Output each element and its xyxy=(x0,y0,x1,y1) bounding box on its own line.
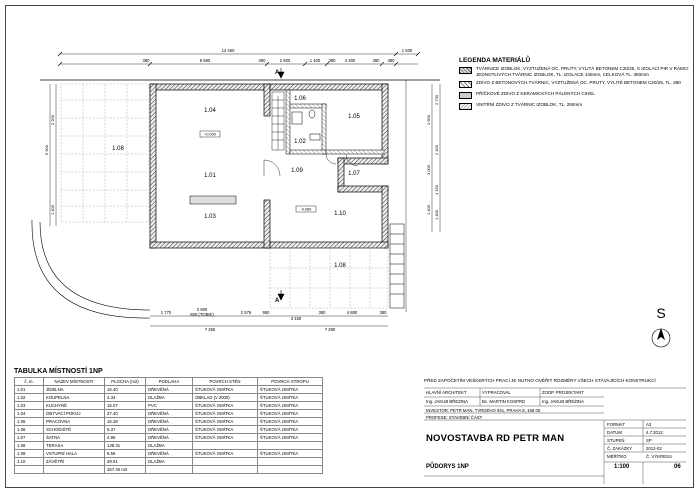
architect-name: Ing. JAKUB BŘEZINA xyxy=(426,399,469,404)
left-dimension-lines xyxy=(50,84,56,226)
legend-text: PŘÍČKOVÉ ZDIVO Z KERAMICKÝCH PÁLENÝCH CIHEL xyxy=(476,91,595,97)
room-table-cell: ŠTUKOVÁ OMÍTKA xyxy=(193,434,258,442)
left-dimension-labels xyxy=(44,114,55,215)
sheet-label: Č. VÝKRESU xyxy=(646,454,673,459)
room-table-cell xyxy=(258,466,323,474)
room-label-1.09: 1.09 xyxy=(291,168,303,174)
room-table-cell: PVC xyxy=(146,402,193,410)
room-table-cell: ŠTUKOVÁ OMÍTKA xyxy=(193,450,258,458)
col-header: PLOCHA (m2) xyxy=(105,378,146,386)
room-table-cell: ŠTUKOVÁ OMÍTKA xyxy=(258,410,323,418)
drew-name: Bc. MARTIN KOSPRD xyxy=(482,399,526,404)
room-table-cell: KOUPELNA xyxy=(44,394,105,402)
title-block-note: PŘED ZAPOČETÍM VEŠKERÝCH PRACÍ JE NUTNO OVĚŘIT ROZMĚRY VŠECH STÁVAJÍCÍCH KONSTRUKCÍ xyxy=(424,378,656,383)
room-label-1.10: 1.10 xyxy=(334,211,346,217)
dim-right-1: 1 600 xyxy=(426,114,431,126)
legend-text: TVÁRNICE IZOBLOK, VYZTUŽENÁ OC. PRUTY, VYLITÁ BETONEM C20/25, S IZOLACÍ PIR V RÁMCI JEDNOTLIVÝCH TVÁRNIC IZOBLOK, TL. IZOLACE 140mm, CELKOVÁ TL. 380mm xyxy=(476,66,689,77)
room-table-cell: DŘEVĚNÁ xyxy=(146,450,193,458)
dim-top-5: 380 xyxy=(328,58,336,63)
room-table-cell: 138.31 xyxy=(105,442,146,450)
scale-value: 1:100 xyxy=(614,464,630,470)
room-table-header-row xyxy=(15,378,323,386)
room-label-1.08-left: 1.08 xyxy=(112,146,124,152)
dim-bottom-4: 950 xyxy=(262,310,270,315)
kitchen-counter xyxy=(190,196,236,204)
dim-right-3: 1 400 xyxy=(426,204,431,216)
room-table-cell: 1.10 xyxy=(15,458,44,466)
room-table-cell: 27.40 xyxy=(105,410,146,418)
dim-left-2: 6 900 xyxy=(44,144,49,156)
room-table-cell: 8.56 xyxy=(105,450,146,458)
room-table-cell: ŠTUKOVÁ OMÍTKA xyxy=(258,434,323,442)
legend-title: LEGENDA MATERIÁLŮ xyxy=(459,57,531,64)
dim-bottom-mid-1: 7 290 xyxy=(324,327,336,332)
dim-top-8: 380 xyxy=(387,58,395,63)
room-table-cell: 1.08 xyxy=(15,442,44,450)
field-label-stage: STUPEŇ xyxy=(607,438,625,443)
room-table-row xyxy=(15,410,323,418)
room-table-cell: KUCHYNĚ xyxy=(44,402,105,410)
room-table-cell: ŠATNA xyxy=(44,434,105,442)
legend-text: VNITŘNÍ ZDIVO Z TVÁRNIC IZOBLOK, TL. 250mm xyxy=(476,102,583,108)
room-table-cell: 1.04 xyxy=(15,410,44,418)
room-label-1.06: 1.06 xyxy=(294,96,306,102)
room-table-row xyxy=(15,450,323,458)
garden-path-curve-inner xyxy=(40,222,150,310)
room-table-body xyxy=(15,386,323,474)
room-table-cell: 1.09 xyxy=(15,450,44,458)
dim-bottom-6: 380 xyxy=(318,310,326,315)
dim-top-1: 6 580 xyxy=(199,58,211,63)
room-table-row xyxy=(15,426,323,434)
project-title: NOVOSTAVBA RD PETR MAN xyxy=(426,433,565,444)
field-label-order: Č. ZAKÁZKY xyxy=(607,446,633,451)
dim-bottom-5: 3 460 xyxy=(290,316,302,321)
room-table-cell: 1.02 xyxy=(15,394,44,402)
dim-top-6: 4 300 xyxy=(344,58,356,63)
dim-right-2: 3 000 xyxy=(426,164,431,176)
room-table-cell: 267.40 m2 xyxy=(105,466,146,474)
room-table-cell xyxy=(258,458,323,466)
top-dimension-lines xyxy=(58,52,420,66)
dim-right-6: 2 400 xyxy=(434,144,439,156)
room-table-cell: 4.34 xyxy=(105,394,146,402)
field-value-order: 2012-02 xyxy=(646,446,662,451)
room-table-cell: 15.07 xyxy=(105,402,146,410)
room-label-1.01: 1.01 xyxy=(204,173,216,179)
staircase xyxy=(272,92,284,150)
dim-top-2: 380 xyxy=(258,58,266,63)
legend-item xyxy=(459,80,691,88)
col-header: POVRCH STROPU xyxy=(258,378,323,386)
dim-bottom-mid-0: 7 250 xyxy=(204,327,216,332)
room-table-cell: 4.95 xyxy=(105,434,146,442)
room-label-1.07: 1.07 xyxy=(348,171,360,177)
room-table-cell xyxy=(193,458,258,466)
field-value-date: 4.7.2012 xyxy=(646,430,663,435)
investor: INVESTOR: PETR MAN, TVRDÉHO 941, PRAHA 8, 158 00 xyxy=(426,408,541,413)
bottom-dimension-labels xyxy=(161,307,387,332)
section-mark-bottom: A xyxy=(275,298,280,304)
legend-text: ZDIVO Z BETONOVÝCH TVÁRNIC, VYZTUŽENÁ OC. PRUTY, VYLITÉ BETONEM C20/25, TL. 380 xyxy=(476,80,681,86)
room-table-cell: 1.05 xyxy=(15,418,44,426)
bottom-dimension-lines xyxy=(150,316,388,326)
room-table-cell: TERASA xyxy=(44,442,105,450)
drawing-name: PŮDORYS 1NP xyxy=(426,464,469,470)
room-table-cell: VSTUPNÍ HALA xyxy=(44,450,105,458)
room-table-cell: DŘEVĚNÁ xyxy=(146,386,193,394)
room-table-cell: ŠTUKOVÁ OMÍTKA xyxy=(258,418,323,426)
legend-item xyxy=(459,91,691,99)
room-table-cell: PRACOVNA xyxy=(44,418,105,426)
room-table-row xyxy=(15,466,323,474)
terrace-left-grid xyxy=(61,84,149,222)
room-table-cell xyxy=(44,466,105,474)
room-table-cell: 1.03 xyxy=(15,402,44,410)
room-table-cell: DŘEVĚNÁ xyxy=(146,410,193,418)
field-value-stage: SP xyxy=(646,438,652,443)
legend-swatch-interior-izoblok xyxy=(459,103,472,110)
room-table-cell: ŠTUKOVÁ OMÍTKA xyxy=(258,394,323,402)
dim-bottom-8: 380 xyxy=(379,310,387,315)
room-label-1.03: 1.03 xyxy=(204,214,216,220)
room-table-cell: 6.37 xyxy=(105,426,146,434)
door-swings xyxy=(152,120,358,176)
room-table-cell: ŠTUKOVÁ OMÍTKA xyxy=(193,426,258,434)
room-table-row xyxy=(15,386,323,394)
field-label-format: FORMÁT xyxy=(607,422,626,427)
room-table-cell: 1.06 xyxy=(15,426,44,434)
elevation-2: -0.080 xyxy=(300,207,312,212)
dim-bottom-7: 4 880 xyxy=(346,310,358,315)
room-table-cell: OBKLAD (V.2000) xyxy=(193,394,258,402)
field-label-date: DATUM xyxy=(607,430,622,435)
terrace-bottom-grid xyxy=(270,248,388,308)
dim-bottom-1: 2 900 xyxy=(196,307,208,312)
dim-top-0: 380 xyxy=(142,58,150,63)
room-table-cell: DŘEVĚNÁ xyxy=(146,418,193,426)
room-table-cell: DLAŽBA xyxy=(146,394,193,402)
label-drew: VYPRACOVAL xyxy=(482,390,511,395)
room-table-cell: ŠTUKOVÁ OMÍTKA xyxy=(258,402,323,410)
dim-top-7: 380 xyxy=(372,58,380,63)
north-arrow xyxy=(652,328,670,347)
room-table-cell: SCHODIŠTĚ xyxy=(44,426,105,434)
legend-swatch-concrete-block xyxy=(459,81,472,88)
room-table-cell: DŘEVĚNÁ xyxy=(146,434,193,442)
room-table-cell: 1.01 xyxy=(15,386,44,394)
bathroom-fixtures xyxy=(292,110,320,140)
room-table-cell: DŘEVĚNÁ xyxy=(146,426,193,434)
right-dimension-labels xyxy=(426,94,439,220)
garden-path-curve xyxy=(32,220,150,318)
legend-swatch-ceramic-brick xyxy=(459,92,472,99)
section-mark-top: A xyxy=(275,70,280,76)
room-table-cell: 16.40 xyxy=(105,386,146,394)
label-responsible: ZODP. PROJEKTANT xyxy=(542,390,584,395)
right-dimension-lines xyxy=(432,84,440,232)
legend-swatch-izoblok xyxy=(459,67,472,74)
col-header: POVRCH STĚN xyxy=(193,378,258,386)
exterior-stairs xyxy=(390,224,404,308)
room-table-cell: 1.07 xyxy=(15,434,44,442)
col-header: č. m. xyxy=(15,378,44,386)
responsible-name: Ing. JAKUB BŘEZINA xyxy=(542,399,585,404)
dim-top-3: 2 600 xyxy=(279,58,291,63)
room-table-cell: JÍDELNA xyxy=(44,386,105,394)
dim-bottom-0: 1 770 xyxy=(160,310,172,315)
room-label-1.02: 1.02 xyxy=(294,139,306,145)
room-table-row xyxy=(15,418,323,426)
room-table-row xyxy=(15,442,323,450)
dim-bottom-3: 2 576 xyxy=(240,310,252,315)
room-table xyxy=(14,377,323,474)
legend-item xyxy=(459,66,691,77)
room-table-cell xyxy=(15,466,44,474)
sheet-number: 06 xyxy=(674,464,681,470)
col-header: NÁZEV MÍSTNOSTI xyxy=(44,378,105,386)
room-table-cell: ŠTUKOVÁ OMÍTKA xyxy=(258,386,323,394)
profession: PROFESE: STAVEBNÍ ČÁST xyxy=(426,415,483,420)
room-table-cell xyxy=(258,442,323,450)
room-table-cell: 29.61 xyxy=(105,458,146,466)
label-architect: HLAVNÍ ARCHITEKT xyxy=(426,390,467,395)
dim-top-right: 1 500 xyxy=(401,48,413,53)
scale-label: MĚŘÍTKO xyxy=(607,454,627,459)
room-table-cell: ŠTUKOVÁ OMÍTKA xyxy=(193,386,258,394)
room-table-cell: ZÁVĚTŘÍ xyxy=(44,458,105,466)
room-label-1.04: 1.04 xyxy=(204,108,216,114)
room-table-row xyxy=(15,434,323,442)
room-table-cell: ŠTUKOVÁ OMÍTKA xyxy=(258,426,323,434)
col-header: PODLAHA xyxy=(146,378,193,386)
room-table-title: TABULKA MÍSTNOSTÍ 1NP xyxy=(14,368,103,375)
elevation-0: +0.000 xyxy=(204,132,216,137)
dim-top-total: 14 450 xyxy=(221,48,235,53)
room-table-row xyxy=(15,458,323,466)
dim-left-1: 2 200 xyxy=(50,114,55,126)
room-table-cell: OBÝVACÍ POKOJ xyxy=(44,410,105,418)
room-table-cell: 16.28 xyxy=(105,418,146,426)
room-table-cell: DLAŽBA xyxy=(146,458,193,466)
materials-legend xyxy=(459,58,691,113)
dim-right-8: 1 400 xyxy=(434,209,439,221)
room-table-cell: DLAŽBA xyxy=(146,442,193,450)
room-table-cell: ŠTUKOVÁ OMÍTKA xyxy=(193,418,258,426)
field-value-format: A3 xyxy=(646,422,652,427)
section-line-a xyxy=(278,68,284,300)
room-table-cell: ŠTUKOVÁ OMÍTKA xyxy=(258,450,323,458)
north-letter: S xyxy=(656,305,666,321)
room-table-cell xyxy=(146,466,193,474)
room-table-row xyxy=(15,402,323,410)
exterior-walls xyxy=(150,84,388,248)
dim-right-5: 2 730 xyxy=(434,94,439,106)
dim-left-3: 1 400 xyxy=(50,204,55,216)
top-dimension-labels xyxy=(143,48,413,63)
room-table-row xyxy=(15,394,323,402)
room-table-cell xyxy=(193,466,258,474)
room-table-cell: ŠTUKOVÁ OMÍTKA xyxy=(193,402,258,410)
dim-top-4: 1 400 xyxy=(309,58,321,63)
legend-item xyxy=(459,102,691,110)
room-table-cell: ŠTUKOVÁ OMÍTKA xyxy=(193,410,258,418)
room-label-1.08-bottom: 1.08 xyxy=(334,263,346,269)
room-label-1.05: 1.05 xyxy=(348,114,360,120)
dim-right-7: 1 150 xyxy=(434,184,439,196)
dim-bottom-2: 800 (TOBIE) xyxy=(190,312,214,317)
room-table-cell xyxy=(193,442,258,450)
